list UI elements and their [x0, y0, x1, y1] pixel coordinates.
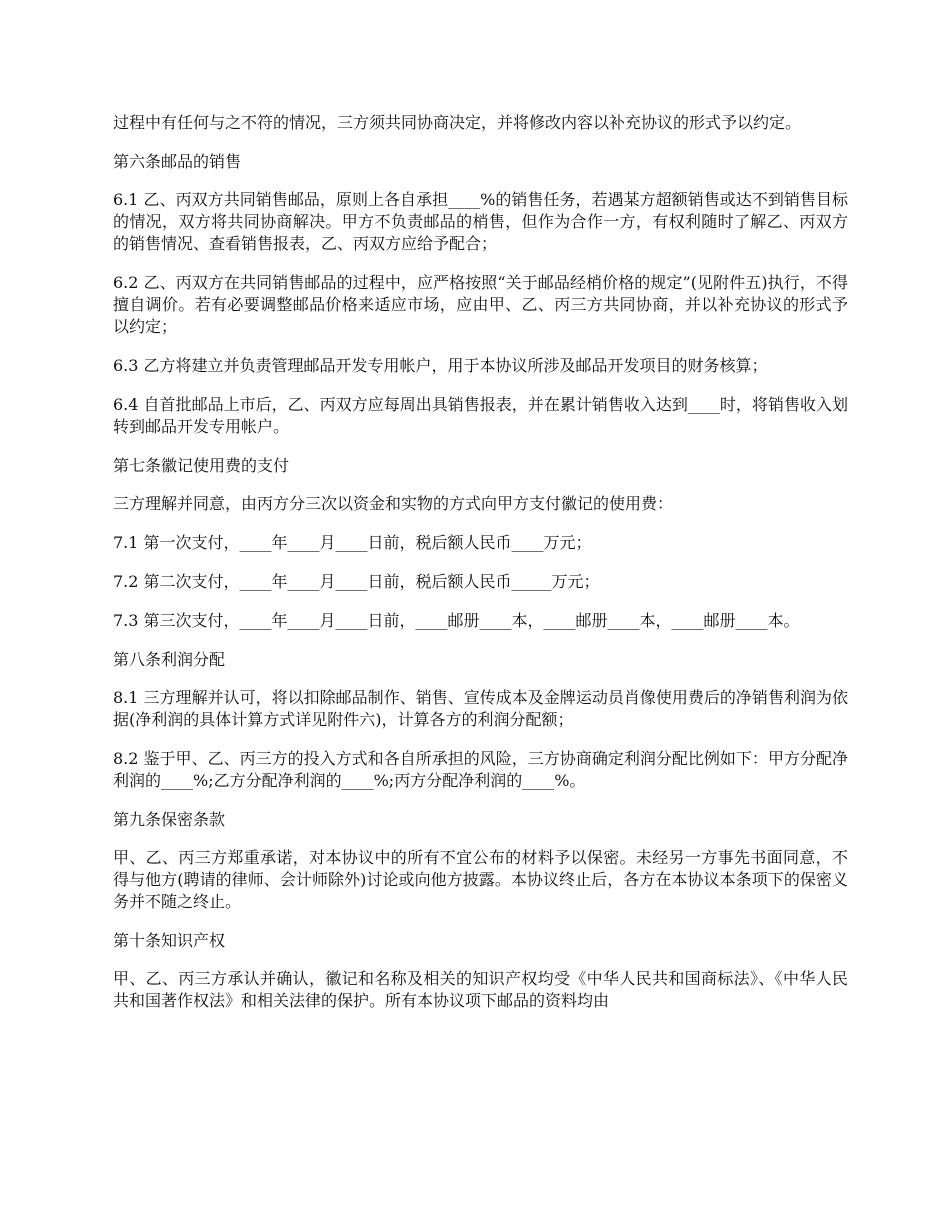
section-heading-article-9: 第九条保密条款: [113, 810, 226, 829]
section-heading-article-10: 第十条知识产权: [113, 931, 226, 950]
paragraph-intro-continued: 过程中有任何与之不符的情况，三方须共同协商决定，并将修改内容以补充协议的形式予以约定。: [113, 113, 802, 132]
clause-7-2: 7.2 第二次支付，____年____月____日前，税后额人民币_____万元；: [113, 572, 600, 591]
clause-6-3: 6.3 乙方将建立并负责管理邮品开发专用帐户，用于本协议所涉及邮品开发项目的财务核算；: [113, 356, 768, 375]
article-7-intro: 三方理解并同意，由丙方分三次以资金和实物的方式向甲方支付徽记的使用费：: [113, 494, 674, 513]
clause-8-2: 8.2 鉴于甲、乙、丙三方的投入方式和各自所承担的风险，三方协商确定利润分配比例如下：甲方分配净利润的____%;乙方分配净利润的____%;丙方分配净利润的____%。: [113, 749, 848, 790]
clause-7-1: 7.1 第一次支付，____年____月____日前，税后额人民币____万元；: [113, 533, 592, 552]
article-10-body: 甲、乙、丙三方承认并确认，徽记和名称及相关的知识产权均受《中华人民共和国商标法》、《中华人民共和国著作权法》和相关法律的保护。所有本协议项下邮品的资料均由: [113, 969, 848, 1010]
section-heading-article-8: 第八条利润分配: [113, 650, 226, 669]
article-9-body: 甲、乙、丙三方郑重承诺，对本协议中的所有不宜公布的材料予以保密。未经另一方事先书面同意，不得与他方(聘请的律师、会计师除外)讨论或向他方披露。本协议终止后，各方在本协议本条项下的保密义务并不随之终止。: [113, 848, 848, 911]
clause-6-1: 6.1 乙、丙双方共同销售邮品，原则上各自承担____%的销售任务，若遇某方超额销售或达不到销售目标的情况，双方将共同协商解决。甲方不负责邮品的梢售，但作为合作一方，有权利随时了解乙、丙双方的销售情况、查看销售报表，乙、丙双方应给予配合；: [113, 190, 848, 253]
clause-7-3: 7.3 第三次支付，____年____月____日前，____邮册____本，____邮册____本，____邮册____本。: [113, 611, 800, 630]
section-heading-article-7: 第七条徽记使用费的支付: [113, 456, 290, 475]
section-heading-article-6: 第六条邮品的销售: [113, 152, 242, 171]
document-body: [113, 112, 848, 1029]
clause-6-2: 6.2 乙、丙双方在共同销售邮品的过程中，应严格按照“关于邮品经梢价格的规定”(见附件五)执行，不得擅自调价。若有必要调整邮品价格来适应市场，应由甲、乙、丙三方共同协商，并以补充协议的形式予以约定；: [113, 273, 848, 336]
clause-6-4: 6.4 自首批邮品上市后，乙、丙双方应每周出具销售报表，并在累计销售收入达到____时，将销售收入划转到邮品开发专用帐户。: [113, 395, 848, 436]
clause-8-1: 8.1 三方理解并认可，将以扣除邮品制作、销售、宣传成本及金牌运动员肖像使用费后的净销售利润为依据(净利润的具体计算方式详见附件六)，计算各方的利润分配额；: [113, 688, 848, 729]
